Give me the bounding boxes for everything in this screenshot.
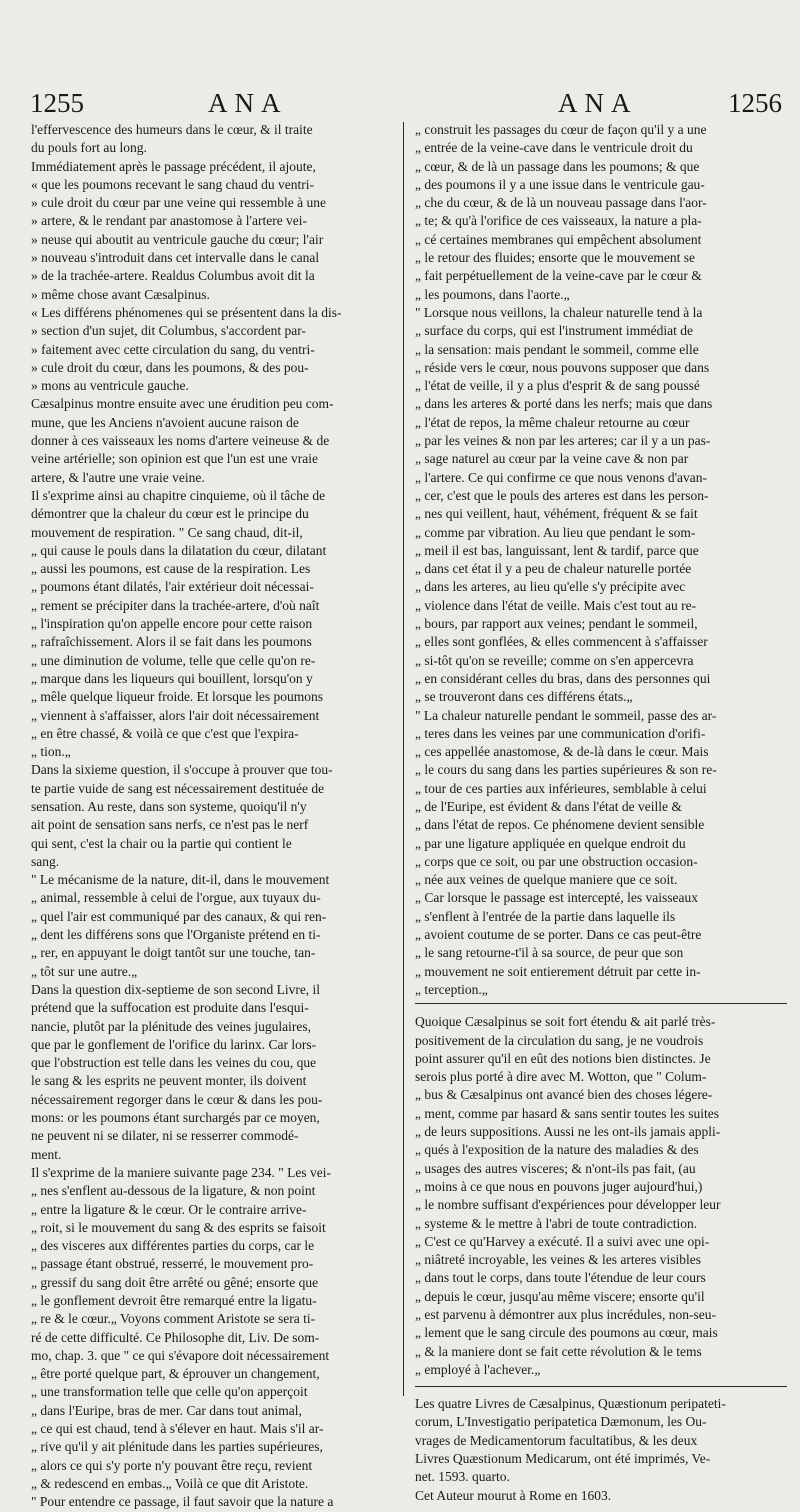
text-line: " Le mécanisme de la nature, dit-il, dans le mouvement [31, 872, 330, 888]
text-line: „ rive qu'il y ait plénitude dans les parties supérieures, [31, 1439, 323, 1455]
text-line: „ mêle quelque liqueur froide. Et lorsque les poumons [31, 689, 324, 705]
text-line: „ rer, en appuyant le doigt tantôt sur une touche, tan- [31, 945, 316, 961]
paragraph [31, 121, 411, 158]
text-line: „ poumons étant dilatés, l'air extérieur doit nécessai- [31, 579, 314, 595]
text-line: „ l'état de veille, il y a plus d'esprit & de sang poussé [415, 378, 700, 394]
text-line: le sang & les esprits ne peuvent monter, ils doivent [31, 1073, 307, 1089]
text-line: nancie, plutôt par la plénitude des veines jugulaires, [31, 1018, 312, 1034]
text-line: » section d'un sujet, dit Columbus, s'accordent par- [31, 323, 306, 339]
text-line: „ de l'Euripe, est évident & dans l'état de veille & [415, 798, 682, 814]
text-line: „ nes s'enflent au-dessous de la ligature, & non point [31, 1183, 316, 1199]
text-line: „ animal, ressemble à celui de l'orgue, aux tuyaux du- [31, 890, 321, 906]
text-line: „ dans cet état il y a peu de chaleur naturelle portée [415, 561, 692, 577]
text-line: mons: or les poumons étant surchargés par ce moyen, [31, 1110, 320, 1126]
text-line: du pouls fort au long. [31, 140, 147, 156]
text-line: „ le nombre suffisant d'expériences pour développer leur [415, 1197, 721, 1213]
text-line: „ ment, comme par hasard & sans sentir toutes les suites [415, 1105, 720, 1121]
text-line: „ C'est ce qu'Harvey a exécuté. Il a suivi avec une opi- [415, 1233, 710, 1249]
text-line: „ le sang retourne-t'il à sa source, de peur que son [415, 945, 684, 961]
text-line: » même chose avant Cæsalpinus. [31, 286, 210, 302]
text-line: „ se trouveront dans ces différens états.„ [415, 689, 633, 705]
text-line: „ réside vers le cœur, nous pouvons supposer que dans [415, 359, 710, 375]
left-page-number: 1255 [30, 88, 84, 118]
text-line: „ usages des autres visceres; & n'ont-ils pas fait, (au [415, 1160, 696, 1176]
text-line: artere, & l'autre une vraie veine. [31, 469, 205, 485]
text-line: « que les poumons recevant le sang chaud du ventri- [31, 176, 315, 192]
text-line: „ si-tôt qu'on se reveille; comme on s'en appercevra [415, 652, 694, 668]
text-line: qui sent, c'est la chair ou la partie qui contient le [31, 835, 292, 851]
text-line: " La chaleur naturelle pendant le sommeil, passe des ar- [415, 707, 717, 723]
right-column-bottom [415, 1013, 795, 1505]
text-line: „ marque dans les liqueurs qui bouillent, lorsqu'on y [31, 670, 313, 686]
text-line: „ le retour des fluides; ensorte que le mouvement se [415, 250, 696, 266]
text-line: mo, chap. 3. que " ce qui s'évapore doit nécessairement [31, 1347, 330, 1363]
text-line: » cule droit du cœur par une veine qui ressemble à une [31, 195, 327, 211]
text-line: „ roit, si le mouvement du sang & des esprits se faisoit [31, 1219, 326, 1235]
right-column [415, 121, 795, 1505]
text-line: „ les poumons, dans l'aorte.„ [415, 286, 570, 302]
text-line: corum, L'Investigatio peripatetica Dæmonum, les Ou- [415, 1414, 707, 1430]
text-line: „ tôt sur une autre.„ [31, 963, 138, 979]
text-line: „ en être chassé, & voilà ce que c'est que l'expira- [31, 725, 299, 741]
text-line: „ dans tout le corps, dans toute l'étendue de leur cours [415, 1270, 706, 1286]
paragraph [415, 121, 795, 304]
text-line: ne peuvent ni se dilater, ni se resserrer commodé- [31, 1128, 299, 1144]
text-line: serois plus porté à dire avec M. Wotton, que " Colum- [415, 1069, 707, 1085]
text-line: „ entrée de la veine-cave dans le ventricule droit du [415, 140, 693, 156]
text-line: „ elles sont gonflées, & elles commencent à s'affaisser [415, 634, 708, 650]
text-line: „ rement se précipiter dans la trachée-artere, d'où naît [31, 597, 320, 613]
paragraph [415, 1395, 795, 1486]
text-line: „ dans l'état de repos. Ce phénomene devient sensible [415, 817, 705, 833]
text-line: „ en considérant celles du bras, dans des personnes qui [415, 670, 711, 686]
text-line: » nouveau s'introduit dans cet intervalle dans le canal [31, 250, 320, 266]
text-line: „ ce qui est chaud, tend à s'élever en haut. Mais s'il ar- [31, 1421, 324, 1437]
section-rule [415, 1003, 787, 1004]
text-line: „ aussi les poumons, est cause de la respiration. Les [31, 561, 311, 577]
text-line: „ che du cœur, & de là un nouveau passage dans l'aor- [415, 195, 707, 211]
text-line: „ sage naturel au cœur par la veine cave & non par [415, 451, 689, 467]
text-line: „ l'état de repos, la même chaleur retourne au cœur [415, 414, 690, 430]
text-line: Dans la sixieme question, il s'occupe à prouver que tou- [31, 762, 333, 778]
text-line: positivement de la circulation du sang, je ne voudrois [415, 1032, 704, 1048]
text-line: „ violence dans l'état de veille. Mais c'est tout au re- [415, 597, 697, 613]
text-line: point assurer qu'il en eût des notions bien distinctes. Je [415, 1050, 711, 1066]
text-line: „ de leurs suppositions. Aussi ne les ont-ils jamais appli- [415, 1124, 721, 1140]
text-line: „ dans les arteres & porté dans les nerfs; mais que dans [415, 396, 713, 412]
paragraph [31, 395, 411, 486]
right-running-head: ANA [558, 88, 638, 118]
text-line: „ passage étant obstrué, resserré, le mouvement pro- [31, 1256, 314, 1272]
text-line: » mons au ventricule gauche. [31, 378, 189, 394]
text-line: veine artérielle; son opinion est que l'un est une vraie [31, 451, 318, 467]
text-line: „ terception.„ [415, 981, 488, 997]
text-line: „ employé à l'achever.„ [415, 1361, 541, 1377]
text-line: „ te; & qu'à l'orifice de ces vaisseaux, la nature a pla- [415, 213, 702, 229]
text-line: „ une diminution de volume, telle que celle qu'on re- [31, 652, 316, 668]
paragraph [31, 761, 411, 871]
text-line: „ par les veines & non par les arteres; car il y a un pas- [415, 433, 711, 449]
right-page-number: 1256 [728, 88, 782, 118]
text-line: ait point de sensation sans nerfs, ce n'est pas le nerf [31, 817, 309, 833]
text-line: „ des visceres aux différentes parties du corps, car le [31, 1238, 315, 1254]
paragraph [31, 158, 411, 304]
text-line: „ corps que ce soit, ou par une obstruction occasion- [415, 853, 698, 869]
text-line: Cet Auteur mourut à Rome en 1603. [415, 1487, 612, 1503]
text-line: „ comme par vibration. Au lieu que pendant le som- [415, 524, 696, 540]
text-line: « Les différens phénomenes qui se présentent dans la dis- [31, 304, 342, 320]
text-line: » faitement avec cette circulation du sang, du ventri- [31, 341, 315, 357]
text-line: „ quel l'air est communiqué par des canaux, & qui ren- [31, 908, 327, 924]
text-line: te partie vuide de sang est nécessairement destituée de [31, 780, 325, 796]
text-line: „ s'enflent à l'entrée de la partie dans laquelle ils [415, 908, 676, 924]
text-line: „ nes qui veillent, haut, véhément, fréquent & se fait [415, 506, 698, 522]
text-line: Dans la question dix-septieme de son second Livre, il [31, 981, 321, 997]
text-line: „ cœur, & de là un passage dans les poumons; & que [415, 158, 700, 174]
text-line: sang. [31, 853, 60, 869]
text-line: sensation. Au reste, dans son systeme, quoiqu'il n'y [31, 798, 307, 814]
text-line: ré de cette difficulté. Ce Philosophe dit, Liv. De som- [31, 1329, 320, 1345]
text-line: „ la sensation: mais pendant le sommeil, comme elle [415, 341, 699, 357]
page-header [30, 86, 782, 126]
text-line: „ construit les passages du cœur de façon qu'il y a une [415, 122, 707, 137]
text-line: Immédiatement après le passage précédent, il ajoute, [31, 158, 316, 174]
paragraph [31, 304, 411, 395]
text-line: „ bours, par rapport aux veines; pendant le sommeil, [415, 616, 698, 632]
text-line: „ bus & Cæsalpinus ont avancé bien des choses légere- [415, 1087, 713, 1103]
text-line: donner à ces vaisseaux les noms d'artere veineuse & de [31, 433, 330, 449]
text-line: „ l'inspiration qu'on appelle encore pour cette raison [31, 616, 313, 632]
text-line: Les quatre Livres de Cæsalpinus, Quæstionum peripateti- [415, 1396, 726, 1412]
text-line: „ entre la ligature & le cœur. Or le contraire arrive- [31, 1201, 307, 1217]
paragraph [31, 1493, 411, 1511]
paragraph [31, 1164, 411, 1493]
text-line: „ & redescend en embas.„ Voilà ce que dit Aristote. [31, 1475, 309, 1491]
text-line: net. 1593. quarto. [415, 1469, 510, 1485]
text-line: „ lement que le sang circule des poumons au cœur, mais [415, 1325, 718, 1341]
text-line: „ teres dans les veines par une communication d'orifi- [415, 725, 706, 741]
text-line: mune, que les Anciens n'avoient aucune raison de [31, 414, 299, 430]
text-line: „ viennent à s'affaisser, alors l'air doit nécessairement [31, 707, 320, 723]
text-line: vrages de Medicamentorum facultatibus, & les deux [415, 1432, 698, 1448]
left-column [31, 121, 411, 1512]
text-line: prétend que la suffocation est produite dans l'esqui- [31, 1000, 309, 1016]
text-line: „ gressif du sang doit être arrêté ou gêné; ensorte que [31, 1274, 319, 1290]
text-line: » neuse qui aboutit au ventricule gauche du cœur; l'air [31, 231, 324, 247]
text-line: „ Car lorsque le passage est intercepté, les vaisseaux [415, 890, 699, 906]
text-line: ment. [31, 1146, 62, 1162]
text-line: „ rafraîchissement. Alors il se fait dans les poumons [31, 634, 312, 650]
text-line: „ cé certaines membranes qui empêchent absolument [415, 231, 702, 247]
text-line: „ fait perpétuellement de la veine-cave par le cœur & [415, 268, 702, 284]
paragraph [415, 707, 795, 1000]
text-line: " Pour entendre ce passage, il faut savoir que la nature a [31, 1494, 334, 1510]
text-line: „ mouvement ne soit entierement détruit par cette in- [415, 963, 701, 979]
text-line: Cæsalpinus montre ensuite avec une érudition peu com- [31, 396, 334, 412]
text-line: „ l'artere. Ce qui confirme ce que nous venons d'avan- [415, 469, 708, 485]
text-line: „ avoient coutume de se porter. Dans ce cas peut-être [415, 927, 702, 943]
text-line: „ est parvenu à démontrer aux plus incrédules, non-seu- [415, 1307, 717, 1322]
text-line: „ re & le cœur.„ Voyons comment Aristote se sera ti- [31, 1311, 316, 1327]
text-line: „ des poumons il y a une issue dans le ventricule gau- [415, 176, 705, 192]
text-line: „ moins à ce que nous en pouvons juger aujourd'hui,) [415, 1178, 703, 1194]
text-line: „ surface du corps, qui est l'instrument immédiat de [415, 323, 693, 339]
text-line: „ le gonflement devroit être remarqué entre la ligatu- [31, 1293, 317, 1308]
text-line: Quoique Cæsalpinus se soit fort étendu & ait parlé très- [415, 1014, 716, 1030]
text-line: „ par une ligature appliquée en quelque endroit du [415, 835, 686, 851]
text-line: que par le gonflement de l'orifice du larinx. Car lors- [31, 1036, 317, 1052]
text-line: „ le cours du sang dans les parties supérieures & son re- [415, 762, 717, 778]
text-line: » de la trachée-artere. Realdus Columbus avoit dit la [31, 268, 315, 284]
text-line: „ dans l'Euripe, bras de mer. Car dans tout animal, [31, 1402, 302, 1418]
paragraph [415, 1487, 795, 1505]
text-line: „ cer, c'est que le pouls des arteres est dans les person- [415, 487, 709, 503]
text-line: „ née aux veines de quelque maniere que ce soit. [415, 872, 678, 888]
text-line: „ & la maniere dont se fait cette révolution & le tems [415, 1343, 702, 1359]
text-line: „ tour de ces parties aux inférieures, semblable à celui [415, 780, 707, 796]
paragraph [415, 304, 795, 707]
text-line: Livres Quæstionum Medicarum, ont été imprimés, Ve- [415, 1451, 711, 1467]
paragraph [31, 871, 411, 981]
left-running-head: ANA [208, 88, 288, 118]
text-line: „ qués à l'exposition de la nature des maladies & des [415, 1142, 699, 1158]
text-line: „ tion.„ [31, 744, 71, 760]
text-line: „ dans les arteres, au lieu qu'elle s'y précipite avec [415, 579, 686, 595]
text-line: " Lorsque nous veillons, la chaleur naturelle tend à la [415, 304, 703, 320]
text-line: » artere, & le rendant par anastomose à l'artere vei- [31, 213, 308, 229]
text-line: „ ces appellée anastomose, & de-là dans le cœur. Mais [415, 744, 709, 760]
text-line: démontrer que la chaleur du cœur est le principe du [31, 506, 309, 522]
text-line: l'effervescence des humeurs dans le cœur, & il traite [31, 122, 313, 137]
text-line: „ alors ce qui s'y porte n'y pouvant être reçu, revient [31, 1457, 313, 1473]
right-column-top [415, 121, 795, 999]
text-line: mouvement de respiration. " Ce sang chaud, dit-il, [31, 524, 303, 540]
section-rule [415, 1386, 787, 1387]
text-line: „ niâtreté incroyable, les veines & les arteres visibles [415, 1252, 702, 1268]
text-line: „ dent les différens sons que l'Organiste prétend en ti- [31, 927, 321, 943]
text-line: nécessairement regorger dans le cœur & dans les pou- [31, 1091, 323, 1107]
paragraph [415, 1013, 795, 1379]
paragraph [31, 981, 411, 1164]
text-line: que l'obstruction est telle dans les veines du cou, que [31, 1055, 317, 1071]
text-line: » cule droit du cœur, dans les poumons, & des pou- [31, 359, 309, 375]
text-line: „ depuis le cœur, jusqu'au même viscere; ensorte qu'il [415, 1288, 705, 1304]
text-line: „ meil il est bas, languissant, lent & tardif, parce que [415, 542, 699, 558]
paragraph [31, 487, 411, 761]
text-line: „ qui cause le pouls dans la dilatation du cœur, dilatant [31, 542, 327, 558]
text-line: Il s'exprime ainsi au chapitre cinquieme, où il tâche de [31, 487, 326, 503]
text-line: „ systeme & le mettre à l'abri de toute contradiction. [415, 1215, 698, 1231]
text-line: „ une transformation telle que celle qu'on apperçoit [31, 1384, 308, 1400]
text-line: „ être porté quelque part, & éprouver un changement, [31, 1366, 320, 1382]
text-line: Il s'exprime de la maniere suivante page 234. " Les vei- [31, 1164, 331, 1180]
